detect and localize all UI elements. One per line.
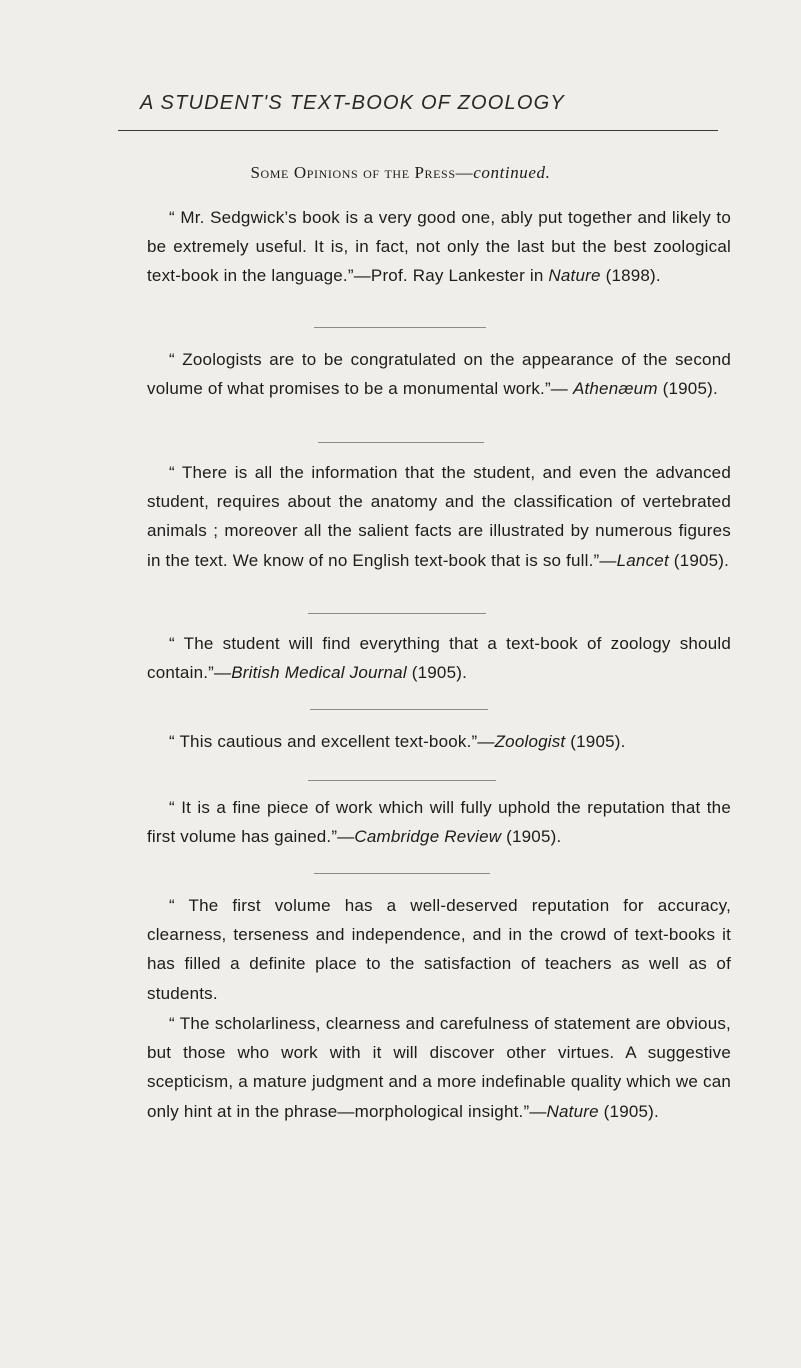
quote-year: (1905). <box>598 1101 659 1121</box>
section-title <box>0 163 801 183</box>
quote-source: Athenæum <box>572 379 658 399</box>
separator-rule <box>314 873 490 874</box>
quote-source: Nature <box>548 266 601 286</box>
separator-rule <box>308 780 496 781</box>
header-rule <box>118 130 718 131</box>
quote-year: (1905). <box>565 732 626 751</box>
quote-source: British Medical Journal <box>231 663 407 683</box>
quote-year: (1898). <box>600 266 661 286</box>
press-quote-nature-1898 <box>147 203 731 291</box>
quote-text: “ The scholarliness, clearness and carefulness of statement are obvious, but those who work with it will discover other virtues. A suggestive scepticism, a mature judgment and a more indefinable quality which we can only hint at in the phrase—morphological insight.”— <box>147 1014 731 1121</box>
quote-text: “ There is all the information that the student, and even the advanced student, requires about the anatomy and the classification of vertebrated animals ; moreover all the salient facts are illustrated by numerous figures in the text. We know of no English text-book that is so full.”— <box>147 463 731 570</box>
quote-source: Lancet <box>616 550 669 570</box>
quote-text: “ It is a fine piece of work which will fully uphold the reputation that the first volume has gained.”— <box>147 798 731 847</box>
quote-text: “ Mr. Sedgwick’s book is a very good one, ably put together and likely to be extremely useful. It is, in fact, not only the last but the best zoological text-book in the language.”—Prof. Ray Lankester in <box>147 208 731 286</box>
quote-text: “ The first volume has a well-deserved reputation for accuracy, clearness, terseness and independence, and in the crowd of text-books it has filled a definite place to the satisfaction of teachers as well as of students. <box>147 896 731 1003</box>
quote-text: “ Zoologists are to be congratulated on the appearance of the second volume of what promises to be a monumental work.”— <box>147 350 731 399</box>
quote-text: “ This cautious and excellent text-book.”— <box>169 732 495 751</box>
press-quote-cambridge-review <box>147 793 731 851</box>
quote-year: (1905). <box>406 663 468 683</box>
press-quote-bmj <box>147 629 731 687</box>
quote-source: Nature <box>546 1101 599 1121</box>
running-head: A STUDENT'S TEXT-BOOK OF ZOOLOGY <box>140 92 565 114</box>
press-quote-first-volume <box>147 891 731 1008</box>
quote-source: Cambridge Review <box>354 827 502 847</box>
section-title-main: Some Opinions of the Press <box>250 163 456 182</box>
separator-rule <box>310 709 488 710</box>
press-quote-zoologist <box>147 727 731 756</box>
press-quote-athenaeum <box>147 345 731 403</box>
press-quote-nature-1905 <box>147 1009 731 1126</box>
quote-year: (1905). <box>501 827 562 847</box>
quote-text: “ The student will find everything that a text-book of zoology should contain.”— <box>147 634 731 683</box>
section-title-continued: continued. <box>473 163 551 182</box>
quote-source: Zoologist <box>494 732 566 751</box>
press-quote-lancet <box>147 458 731 575</box>
separator-rule <box>308 613 486 614</box>
section-title-dash: — <box>455 163 474 182</box>
quote-year: (1905). <box>657 379 718 399</box>
separator-rule <box>318 442 484 443</box>
quote-year: (1905). <box>668 550 730 570</box>
separator-rule <box>314 327 486 328</box>
